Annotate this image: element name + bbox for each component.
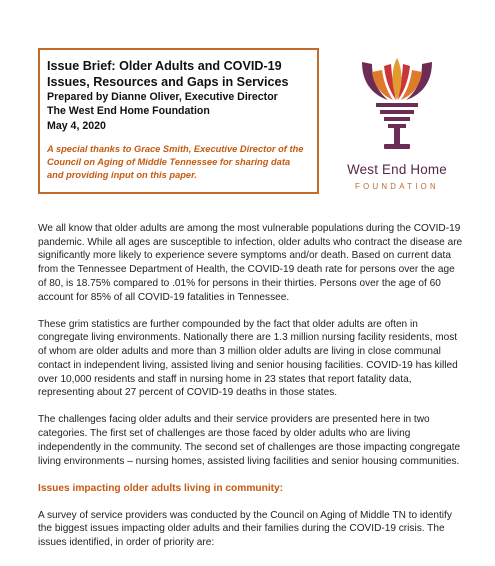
west-end-home-logo	[322, 50, 472, 194]
logo-name: West End Home	[347, 162, 447, 177]
document-title-line-2: Issues, Resources and Gaps in Services	[47, 74, 289, 89]
section-heading-community: Issues impacting older adults living in community:	[38, 482, 284, 494]
flame-chalice-logo-icon	[358, 56, 436, 156]
date-line: May 4, 2020	[47, 119, 106, 132]
author-line: Prepared by Dianne Oliver, Executive Director	[47, 91, 278, 104]
paragraph-vulnerability: We all know that older adults are among the most vulnerable populations during the COVID-19 pandemic. While all ages are susceptible to infection, older adults who contract the disease are significantly more likely to experience severe symptoms and/or death. Based on current data from the Tennessee Department of Health, the COVID-19 death rate for persons over the age of 80, is 18.75% compared to .01% for persons in their thirties. Persons over the age of 60 account for 85% of all COVID-19 fatalities in Tennessee.	[38, 223, 463, 303]
paragraph-congregate-living: These grim statistics are further compounded by the fact that older adults are often in congregate living environments. Nationally there are 1.3 million nursing facility residents, most of whom are older adults and more than 3 million older adults are living in close communal contact in independent living, assisted living and senior housing facilities. COVID-19 has killed over 10,000 residents and staff in nursing home in 23 states that report fatality data, representing about 27 percent of COVID-19 deaths in those states.	[38, 318, 458, 399]
acknowledgement-note: A special thanks to Grace Smith, Executive Director of the Council on Aging of Middle Tennessee for sharing data and providing input on this paper.	[47, 143, 304, 181]
logo-subtitle: FOUNDATION	[355, 182, 439, 191]
document-title-line-1: Issue Brief: Older Adults and COVID-19	[47, 59, 282, 73]
paragraph-challenge-categories: The challenges facing older adults and their service providers are presented here in two categories. The first set of challenges are those faced by older adults who are living independently in the community. The second set of challenges are those impacting congregate living environments – nursing homes, assisted living facilities and senior housing communities.	[38, 414, 461, 467]
organization-line: The West End Home Foundation	[47, 105, 210, 118]
issue-brief-header-box	[38, 48, 319, 194]
paragraph-survey: A survey of service providers was conducted by the Council on Aging of Middle TN to identify the biggest issues impacting older adults and their families during the COVID-19 crisis. The issues identified, in order of priority are:	[38, 509, 452, 549]
document-body	[38, 222, 463, 563]
